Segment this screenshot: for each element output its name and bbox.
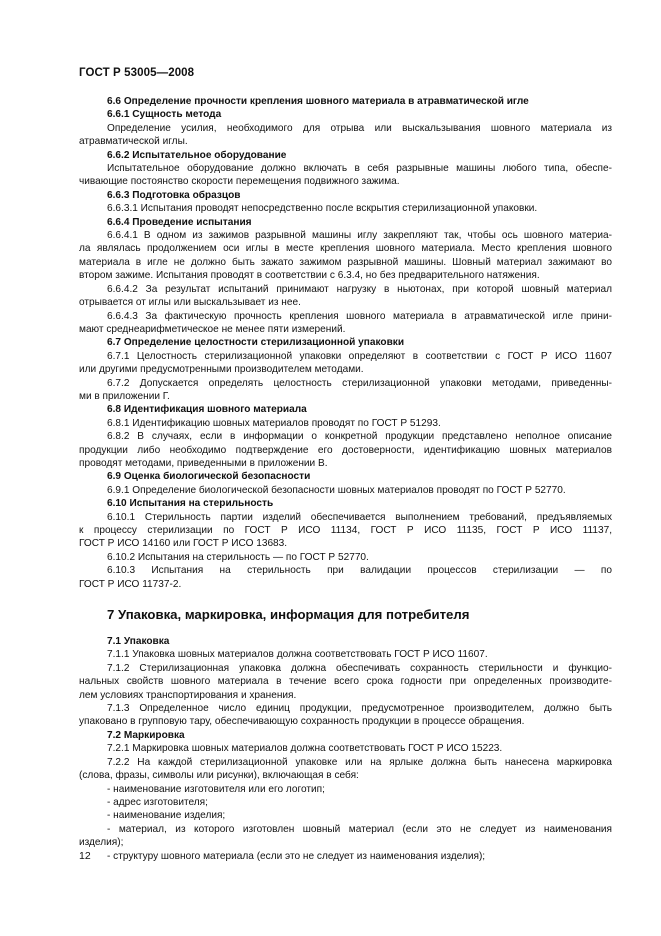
paragraph-line: продукции либо необходимо подтверждение его достоверности, идентификацию шовных материалов	[79, 444, 612, 456]
paragraph-line: 7.2.1 Маркировка шовных материалов должна соответствовать ГОСТ Р ИСО 15223.	[107, 743, 503, 755]
paragraph-line: или другими предусмотренными производителем методами.	[79, 364, 364, 376]
document-body	[79, 95, 612, 863]
subsection-heading: 7.1 Упаковка	[107, 636, 170, 648]
section-heading: 6.9 Оценка биологической безопасности	[107, 471, 311, 483]
paragraph-line: ми в приложении Г.	[79, 390, 170, 402]
paragraph-line: 6.10.2 Испытания на стерильность — по ГОСТ Р 52770.	[107, 551, 369, 563]
paragraph-line: 6.8.2 В случаях, если в информации о конкретной продукции представлено неполное описание	[107, 431, 612, 443]
paragraph-line: 7.1.2 Стерилизационная упаковка должна обеспечивать сохранность стерильности и функцио-	[107, 662, 612, 674]
paragraph-line: мают среднеарифметическое не менее пяти измерений.	[79, 323, 346, 335]
list-item: - структуру шовного материала (если это не следует из наименования изделия);	[107, 850, 486, 862]
paragraph-line: 6.6.3.1 Испытания проводят непосредственно после вскрытия стерилизационной упаковки.	[107, 203, 538, 215]
paragraph-line: 6.7.2 Допускается определять целостность стерилизационной упаковки методами, приведенны-	[107, 377, 612, 389]
list-item: - наименование изделия;	[107, 810, 226, 822]
subsection-heading: 6.6.1 Сущность метода	[107, 109, 222, 121]
paragraph-line: лем условиях транспортирования и хранения.	[79, 689, 297, 701]
paragraph-line: Определение усилия, необходимого для отрыва или выскальзывания шовного материала из	[107, 122, 612, 134]
list-item: - материал, из которого изготовлен шовный материал (если это не следует из наименования	[107, 823, 612, 835]
paragraph-line: 6.6.4.3 За фактическую прочность крепления шовного материала в атравматической игле прини-	[107, 310, 612, 322]
paragraph-line: 6.6.4.1 В одном из зажимов разрывной машины иглу закрепляют так, чтобы ось шовного материа-	[107, 230, 612, 242]
list-item: - наименование изготовителя или его логотип;	[107, 783, 325, 795]
paragraph-line: 7.1.3 Определенное число единиц продукции, предусмотренное производителем, должно быть	[107, 703, 612, 715]
paragraph-line: 6.10.3 Испытания на стерильность при валидации процессов стерилизации — по	[107, 565, 612, 577]
paragraph-line: материала в игле не должно быть зажато зажимом разрывной машины. Шовный материал зажимают во	[79, 256, 612, 268]
paragraph-line: чивающие постоянство скорости перемещения подвижного зажима.	[79, 176, 400, 188]
subsection-heading: 6.6.3 Подготовка образцов	[107, 189, 241, 201]
section-heading: 6.7 Определение целостности стерилизационной упаковки	[107, 337, 405, 349]
paragraph-line: 7.1.1 Упаковка шовных материалов должна соответствовать ГОСТ Р ИСО 11607.	[107, 649, 488, 661]
subsection-heading: 6.6.4 Проведение испытания	[107, 216, 252, 228]
section-heading: 6.6 Определение прочности крепления шовного материала в атравматической игле	[107, 96, 529, 107]
subsection-heading: 6.6.2 Испытательное оборудование	[107, 149, 287, 161]
page-number: 12	[79, 850, 91, 862]
paragraph-line: 7.2.2 На каждой стерилизационной упаковке или на ярлыке должна быть нанесена маркировка	[107, 756, 612, 768]
paragraph-line: 6.6.4.2 За результат испытаний принимают нагрузку в ньютонах, при которой шовный материал	[107, 283, 612, 295]
section-heading: 6.10 Испытания на стерильность	[107, 498, 274, 510]
subsection-heading: 7.2 Маркировка	[107, 729, 185, 741]
document-code: ГОСТ Р 53005—2008	[79, 67, 195, 79]
paragraph-line: отрывается от иглы или выскальзывает из нее.	[79, 297, 301, 309]
paragraph-line: Испытательное оборудование должно включать в себя разрывные машины любого типа, обеспе-	[107, 163, 612, 175]
paragraph-line: ГОСТ Р ИСО 14160 или ГОСТ Р ИСО 13683.	[79, 538, 288, 550]
paragraph-line: 6.9.1 Определение биологической безопасности шовных материалов проводят по ГОСТ Р 52770.	[107, 484, 566, 496]
paragraph-line: (слова, фразы, символы или рисунки), включающая в себя:	[79, 770, 359, 782]
paragraph-line: 6.8.1 Идентификацию шовных материалов проводят по ГОСТ Р 51293.	[107, 417, 441, 429]
paragraph-line: 6.10.1 Стерильность партии изделий обеспечивается выполнением требований, предъявляемых	[107, 511, 612, 523]
paragraph-line: ГОСТ Р ИСО 11737-2.	[79, 578, 182, 590]
paragraph-line: втором зажиме. Испытания проводят в соответствии с 6.3.4, но без предварительного натяжения.	[79, 270, 540, 282]
section-heading: 6.8 Идентификация шовного материала	[107, 404, 307, 416]
paragraph-line: атравматической иглы.	[79, 136, 188, 148]
paragraph-line: к процессу стерилизации по ГОСТ Р ИСО 11134, ГОСТ Р ИСО 11135, ГОСТ Р ИСО 11137,	[79, 525, 612, 536]
list-item-continuation: изделия);	[79, 837, 124, 849]
chapter-title: 7 Упаковка, маркировка, информация для потребителя	[107, 607, 470, 623]
paragraph-line: проводят методами, приведенными в приложении В.	[79, 457, 328, 469]
paragraph-line: нальных свойств шовного материала в течение всего срока годности при определенных производите-	[79, 676, 612, 688]
paragraph-line: 6.7.1 Целостность стерилизационной упаковки определяют в соответствии с ГОСТ Р ИСО 11607	[107, 350, 612, 362]
paragraph-line: упаковано в групповую тару, обеспечивающую сохранность продукции в процессе обращения.	[79, 716, 525, 728]
paragraph-line: ла являлась продолжением оси иглы в месте крепления шовного материала. Место крепления шовного	[79, 243, 612, 255]
list-item: - адрес изготовителя;	[107, 796, 208, 808]
